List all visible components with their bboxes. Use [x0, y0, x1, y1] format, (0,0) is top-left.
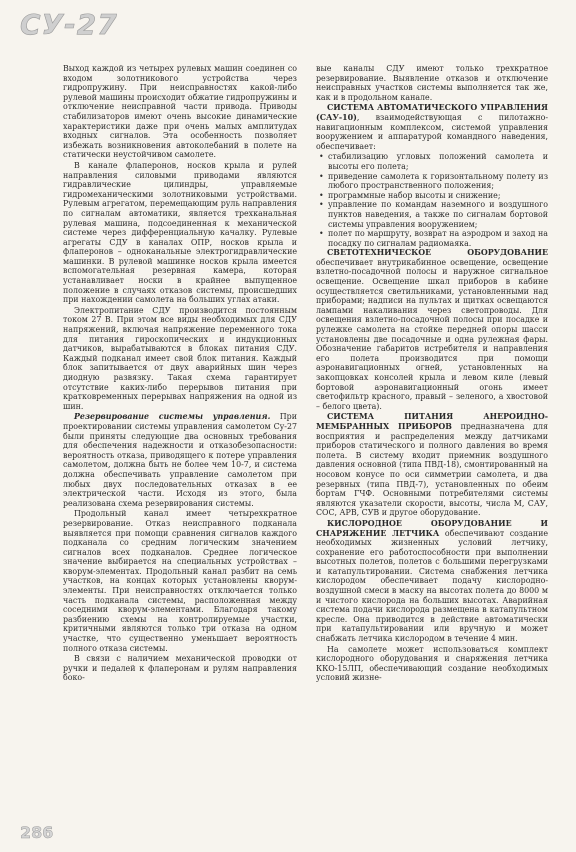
page-number: 286: [20, 823, 54, 842]
paragraph: На самолете может использоваться комплект кислородного оборудования и снаряжения летчика ККО-15ЛП, обеспечивающий создание необходимых условий жизне-: [316, 644, 548, 683]
paragraph-body: предназначена для восприятия и распределения между датчиками приборов статического и полного давления во время полета. В систему входит приемник воздушного давления основной (типа ПВД-18), смонтированный на носовом конусе по оси симметрии самолета, и два резервных (типа ПВД-7), установленных по обеим бортам ГЧФ. Основными потребителями системы являются указатели скорости, высоты, числа М, САУ, СОС, АРВ, СУВ и другое оборудование.: [316, 421, 548, 518]
paragraph: [63, 412, 297, 508]
bullet-list: [316, 152, 548, 248]
paragraph: [316, 519, 548, 644]
magazine-logo: СУ-27: [20, 8, 118, 41]
paragraph-body: обеспечивают создание необходимых жизненных условий летчику, сохранение его работоспособности при выполнении высотных полетов, полетов с большими перегрузками и катапультировании. Система снабжения летчика кислородом обеспечивает подачу кислородно-воздушной смеси в маску на высотах полета до 8000 м и чистого кислорода на больших высотах. Аварийная система подачи кислорода размещена в катапультном кресле. Она приводится в действие автоматически при катапультировании или вручную и может снабжать летчика кислородом в течение 4 мин.: [316, 528, 548, 644]
paragraph-body: обеспечивает внутрикабинное освещение, освещение взлетно-посадочной полосы и наружное сигнальное освещение. Освещение шкал приборов в кабине осуществляется светильниками, установленными над приборами; надписи на пультах и щитках освещаются лампами накаливания через светопроводы. Для освещения взлетно-посадочной полосы при посадке и рулежке самолета на стойке передней опоры шасси установлены две посадочные и одна рулежная фары. Обозначение габаритов истребителя и направления его полета производится при помощи аэронавигационных огней, установленных на закопцовках консолей крыла и левом киле (левый бортовой аэронавигационный огонь имеет светофильтр красного, правый – зеленого, а хвостовой – белого цвета).: [316, 257, 548, 411]
section-heading: СВЕТОТЕХНИЧЕСКОЕ ОБОРУДОВАНИЕ: [327, 248, 548, 258]
paragraph-body: При проектировании системы управления самолетом Су-27 были приняты следующие два основных требования для обеспечения надежности и отказобезопасности: вероятность отказа, приводящего к потере управления самолетом, должна быть не более чем 10-7, и система должна обеспечивать управление самолетом при любых двух последовательных отказах в ее электрической части. Исходя из этого, была реализована схема резервирования системы.: [63, 412, 297, 508]
list-item: • полет по маршруту, возврат на аэродром и заход на посадку по сигналам радиомаяка.: [316, 229, 548, 248]
section-heading: КИСЛОРОДНОЕ ОБОРУДОВАНИЕ И СНАРЯЖЕНИЕ ЛЕТЧИКА: [316, 518, 548, 538]
paragraph: вые каналы СДУ имеют только трехкратное резервирование. Выявление отказов и отключение неисправных участков системы выполняется так же, как и в продольном канале.: [316, 64, 548, 102]
paragraph: [316, 412, 548, 518]
paragraph: В канале флаперонов, носков крыла и рулей направления силовыми приводами являются гидравлические цилиндры, управляемые гидромеханическими золотниковыми устройствами. Рулевым агрегатом, перемещающим руль направления по сигналам автоматики, является трехканальная рулевая машина, подсоединенная к механической системе через дифференциальную качалку. Рулевые агрегаты СДУ в каналах ОПР, носков крыла и флаперонов – одноканальные электрогидравлические машинки. В рулевой машинке носков крыла имеется вспомогательная резервная камера, которая устанавливает носки в крайнее выпущенное положение в случаях отказов системы, происшедших при нахождении самолета на больших углах атаки.: [63, 160, 297, 305]
paragraph: [316, 248, 548, 411]
paragraph-body: , взаимодействующая с пилотажно-навигационным комплексом, системой управления вооружением и аппаратурой командного наведения, обеспечивает:: [316, 112, 548, 151]
section-heading: СИСТЕМА АВТОМАТИЧЕСКОГО УПРАВЛЕНИЯ (САУ-10): [316, 103, 548, 122]
section-run-in-heading: Резервирование системы управления.: [74, 412, 271, 422]
list-item: • программные набор высоты и снижение;: [316, 191, 548, 201]
list-item: • приведение самолета к горизонтальному полету из любого пространственного положения;: [316, 172, 548, 191]
paragraph: Выход каждой из четырех рулевых машин соединен со входом золотникового устройства через гидропружину. При неисправностях какой-либо рулевой машины происходит обжатие гидропружины и отключение неисправной части привода. Приводы стабилизаторов имеют очень высокие динамические характеристики даже при очень малых амплитудах входных сигналов. Эта особенность позволяет избежать возникновения автоколебаний в полете на статически неустойчивом самолете.: [63, 64, 297, 160]
paragraph: [316, 103, 548, 151]
left-column: [63, 64, 297, 684]
section-heading: СИСТЕМА ПИТАНИЯ АНЕРОИДНО-МЕМБРАННЫХ ПРИБОРОВ: [316, 412, 548, 431]
list-item: • стабилизацию угловых положений самолета и высоты его полета;: [316, 152, 548, 171]
paragraph: В связи с наличием механической проводки от ручки и педалей к флаперонам и рулям направления боко-: [63, 654, 297, 683]
paragraph: Электропитание СДУ производится постоянным током 27 В. При этом все виды необходимых для СДУ напряжений, включая напряжение переменного тока для питания гироскопических и индукционных датчиков, вырабатываются в блоках питания СДУ. Каждый подканал имеет свой блок питания. Каждый блок запитывается от двух аварийных шин через диодную развязку. Такая схема гарантирует отсутствие каких-либо перерывов питания при кратковременных перерывах напряжения на одной из шин.: [63, 305, 297, 411]
right-column: [316, 64, 548, 684]
list-item: • управление по командам наземного и воздушного пунктов наведения, а также по сигналам бортовой системы управления вооружением;: [316, 200, 548, 229]
paragraph: Продольный канал имеет четырехкратное резервирование. Отказ неисправного подканала выявляется при помощи сравнения сигналов каждого подканала со средним логическим значением сигналов всех подканалов. Среднее логическое значение выбирается на специальных устройствах – кворум-элементах. Продольный канал разбит на семь участков, на концах которых установлены кворум-элементы. При неисправностях отключается только часть подканала системы, расположенная между соседними кворум-элементами. Благодаря такому разбиению схемы на контролируемые участки, критичными являются только три отказа на одном участке, что существенно уменьшает вероятность полного отказа системы.: [63, 509, 297, 653]
